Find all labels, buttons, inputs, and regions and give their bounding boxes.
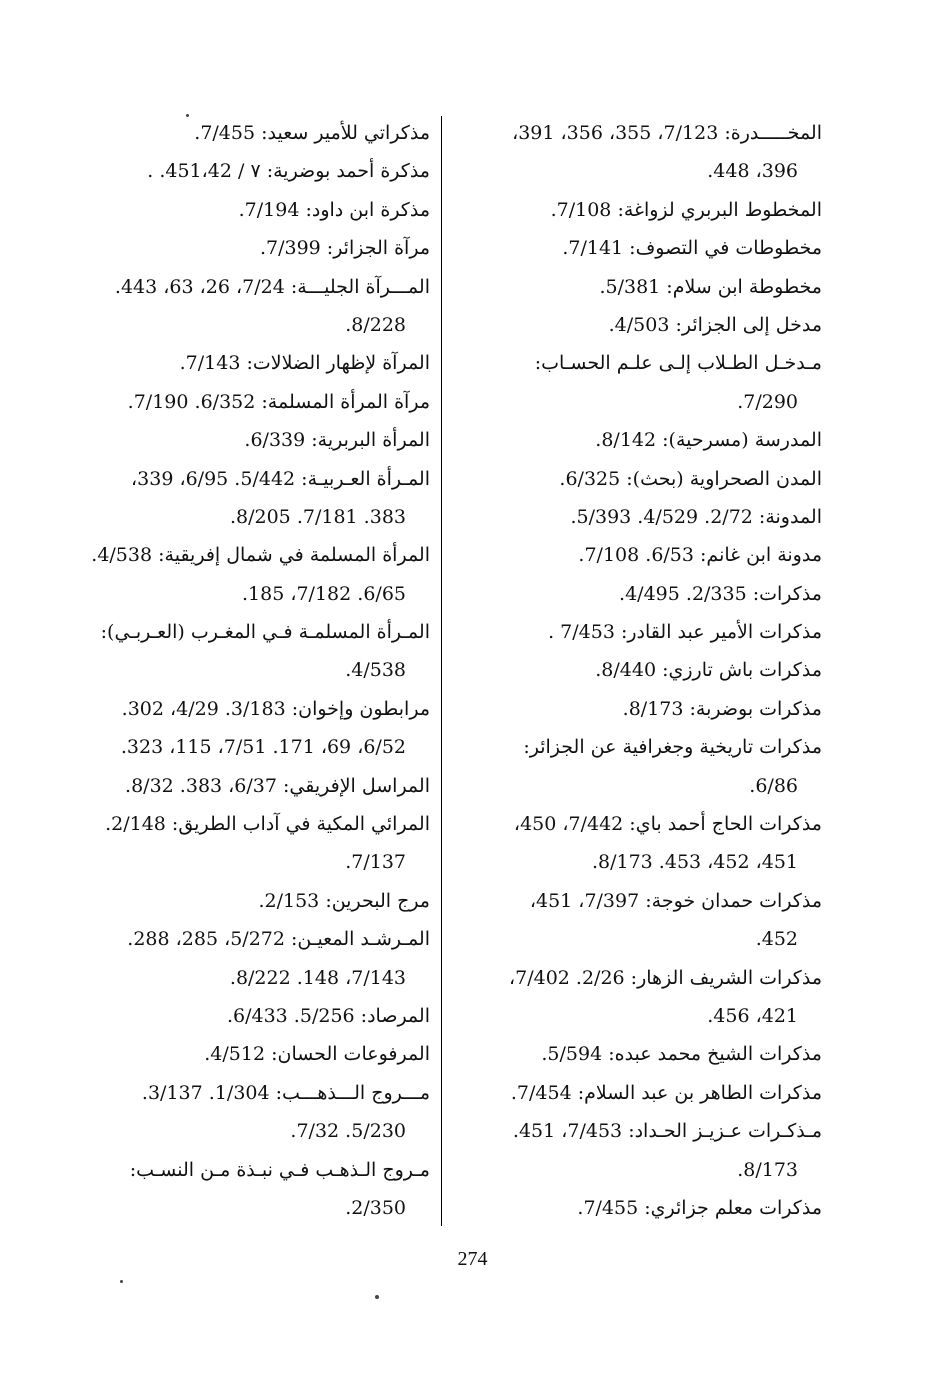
scan-speck xyxy=(120,1280,123,1283)
index-entry-continuation: 8/228. xyxy=(345,313,406,336)
index-entry-continuation: 6/52، 69، 171. 7/51، 115، 323. xyxy=(120,736,406,759)
index-entry-line: مـروج الـذهـب فـي نبـذة مـن النسـب: xyxy=(129,1158,430,1181)
index-entry-line: مرآة الجزائر: 7/399. xyxy=(259,237,430,260)
index-entry-line: المـــرآة الجليـــة: 7/24، 26، 63، 443. xyxy=(114,275,430,298)
index-entry-line: مـذكـرات عـزيـز الحـداد: 7/453، 451. xyxy=(512,1120,822,1143)
index-entry xyxy=(62,767,430,805)
index-entry-continuation: 451، 452، 453. 8/173. xyxy=(591,851,798,874)
index-entry xyxy=(62,383,430,421)
index-entry-line: مذكرات معلم جزائري: 7/455. xyxy=(577,1196,822,1219)
index-entry-line: المـرشـد المعيـن: 5/272، 285، 288. xyxy=(127,928,430,951)
index-entry xyxy=(454,306,822,344)
index-entry-continuation: 6/86. xyxy=(749,774,798,797)
index-entry-line: مرابطون وإخوان: 3/183. 4/29، 302. xyxy=(121,697,430,720)
index-entry-line: مذكرات الطاهر بن عبد السلام: 7/454. xyxy=(510,1081,822,1104)
index-entry xyxy=(62,344,430,382)
index-entry-line: المرأة المسلمة في شمال إفريقية: 4/538. xyxy=(91,544,430,567)
index-column-left xyxy=(62,114,430,1227)
index-entry-line: مرآة المرأة المسلمة: 6/352. 7/190. xyxy=(127,390,430,413)
index-entry-continuation: 8/173. xyxy=(737,1158,798,1181)
index-entry-line: المدونة: 2/72. 4/529. 5/393. xyxy=(570,505,822,528)
index-entry xyxy=(454,1035,822,1073)
index-entry-line: مذكرات الأمير عبد القادر: 7/453 . xyxy=(548,621,822,644)
index-entry xyxy=(62,1074,430,1151)
index-page-body xyxy=(62,114,822,1230)
index-entry xyxy=(454,882,822,959)
index-entry-line: مخطوطات في التصوف: 7/141. xyxy=(562,237,822,260)
index-entry-continuation: 396، 448. xyxy=(707,160,798,183)
index-entry-line: المرأة البربرية: 6/339. xyxy=(244,429,430,452)
index-entry xyxy=(62,268,430,345)
index-entry-line: مرج البحرين: 2/153. xyxy=(258,889,430,912)
index-entry xyxy=(62,536,430,613)
index-entry xyxy=(454,1074,822,1112)
index-entry-line: مذكرات باش تارزي: 8/440. xyxy=(595,659,822,682)
index-entry xyxy=(454,1112,822,1189)
index-entry-continuation: 7/137. xyxy=(345,851,406,874)
index-entry xyxy=(454,229,822,267)
index-entry-line: مذكرات تاريخية وجغرافية عن الجزائر: xyxy=(523,736,822,759)
index-entry xyxy=(454,191,822,229)
index-entry xyxy=(454,728,822,805)
index-entry-line: مذكرة أحمد بوضرية: ٧ / 451،42. . xyxy=(147,160,430,183)
index-entry xyxy=(454,268,822,306)
index-entry xyxy=(62,920,430,997)
index-entry-line: مذكرات الشريف الزهار: 2/26. 7/402، xyxy=(508,966,822,989)
index-entry-line: مذكرات حمدان خوجة: 7/397، 451، xyxy=(529,889,822,912)
index-entry xyxy=(62,229,430,267)
column-divider xyxy=(441,116,442,1226)
index-entry xyxy=(454,690,822,728)
index-entry xyxy=(62,690,430,767)
index-entry xyxy=(454,460,822,498)
index-entry-line: مـــروج الـــذهـــب: 1/304. 3/137. xyxy=(141,1081,430,1104)
index-entry xyxy=(454,1189,822,1227)
index-entry xyxy=(62,1035,430,1073)
index-entry-line: مدخل إلى الجزائر: 4/503. xyxy=(608,313,822,336)
index-entry-line: مدونة ابن غانم: 6/53. 7/108. xyxy=(578,544,822,567)
index-entry-line: المدن الصحراوية (بحث): 6/325. xyxy=(559,467,822,490)
index-entry xyxy=(454,114,822,191)
index-entry xyxy=(62,421,430,459)
index-entry-line: مذكرات الحاج أحمد باي: 7/442، 450، xyxy=(513,813,822,836)
index-entry xyxy=(62,882,430,920)
index-entry-line: المرفوعات الحسان: 4/512. xyxy=(204,1043,430,1066)
index-entry-line: المرصاد: 5/256. 6/433. xyxy=(226,1004,430,1027)
index-entry xyxy=(62,191,430,229)
index-entry-line: المـرأة العـربيـة: 5/442. 6/95، 339، xyxy=(131,467,430,490)
index-entry xyxy=(62,613,430,690)
index-entry-line: مذكرات: 2/335. 4/495. xyxy=(619,582,822,605)
index-entry-continuation: 383. 7/181. 8/205. xyxy=(229,505,406,528)
index-entry-line: المخطوط البربري لزواغة: 7/108. xyxy=(550,198,822,221)
index-entry-line: مذكرات الشيخ محمد عبده: 5/594. xyxy=(541,1043,822,1066)
index-entry xyxy=(62,805,430,882)
index-entry-continuation: 5/230. 7/32. xyxy=(290,1120,406,1143)
index-entry-continuation: 6/65. 7/182، 185. xyxy=(241,582,406,605)
index-entry-line: مـدخـل الطـلاب إلـى علـم الحسـاب: xyxy=(534,352,822,375)
index-entry-line: المراسل الإفريقي: 6/37، 383. 8/32. xyxy=(125,774,430,797)
index-entry xyxy=(454,421,822,459)
index-entry-continuation: 7/143، 148. 8/222. xyxy=(229,966,406,989)
index-entry-continuation: 2/350. xyxy=(345,1196,406,1219)
index-entry-line: المدرسة (مسرحية): 8/142. xyxy=(595,429,822,452)
index-entry xyxy=(454,536,822,574)
index-entry-line: مذكراتي للأمير سعيد: 7/455. xyxy=(194,122,430,144)
index-entry xyxy=(454,575,822,613)
index-entry-line: المرائي المكية في آداب الطريق: 2/148. xyxy=(105,813,430,836)
index-entry-continuation: 452. xyxy=(755,928,798,951)
index-entry-line: مخطوطة ابن سلام: 5/381. xyxy=(599,275,822,298)
index-entry-line: مذكرات بوضربة: 8/173. xyxy=(622,697,822,720)
index-entry xyxy=(454,498,822,536)
index-entry xyxy=(454,805,822,882)
index-entry xyxy=(454,959,822,1036)
index-entry-line: المخـــــدرة: 7/123، 355، 356، 391، xyxy=(512,122,822,144)
index-entry-line: مذكرة ابن داود: 7/194. xyxy=(238,198,430,221)
index-entry xyxy=(62,114,430,152)
index-entry-line: المـرأة المسلمـة فـي المغـرب (العـربـي): xyxy=(100,621,430,644)
index-entry-continuation: 4/538. xyxy=(345,659,406,682)
scan-speck xyxy=(375,1295,379,1299)
index-entry xyxy=(62,460,430,537)
index-entry xyxy=(62,997,430,1035)
index-entry-continuation: 7/290. xyxy=(737,390,798,413)
index-entry xyxy=(454,613,822,651)
page-number: 274 xyxy=(457,1248,488,1270)
index-entry xyxy=(62,1151,430,1228)
index-entry xyxy=(62,152,430,190)
index-entry-continuation: 421، 456. xyxy=(707,1004,798,1027)
scan-speck xyxy=(186,114,189,117)
index-entry xyxy=(454,344,822,421)
index-column-right xyxy=(454,114,822,1227)
index-entry xyxy=(454,651,822,689)
index-entry-line: المرآة لإظهار الضلالات: 7/143. xyxy=(179,352,430,375)
